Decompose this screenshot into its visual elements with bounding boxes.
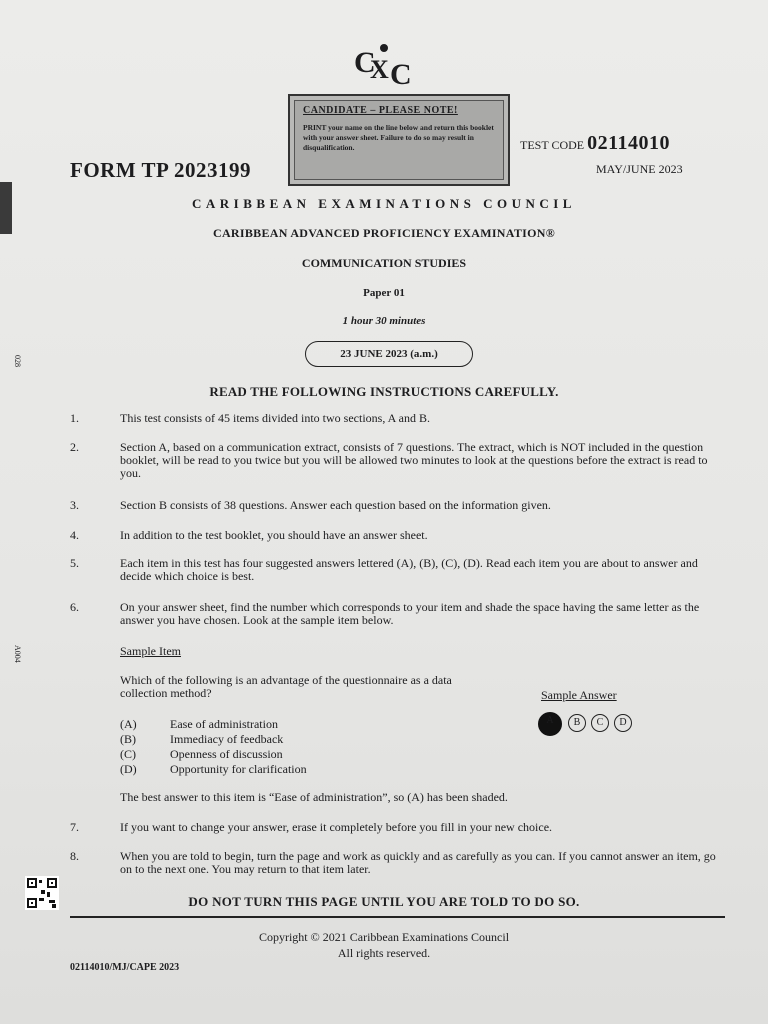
do-not-turn-warning: DO NOT TURN THIS PAGE UNTIL YOU ARE TOLD TO DO SO. [188,894,580,909]
sample-option [120,762,307,777]
bubble-b: B [568,714,586,732]
footer-test-code: 02114010/MJ/CAPE 2023 [70,962,180,973]
instruction-number: 2. [70,440,79,454]
svg-text:C: C [390,58,412,88]
copyright-block [0,929,768,961]
sample-answer-bubbles [538,712,644,738]
option-text: Immediacy of feedback [170,732,284,746]
instruction-text: Each item in this test has four suggested answers lettered (A), (B), (C), (D). Read each item you are about to answer and decide which choice is best. [120,556,698,583]
side-code-a004: A004 [13,645,22,663]
candidate-notice-text: PRINT your name on the line below and return this booklet with your answer sheet. Failure to do so may result in disqualification. [303,123,494,152]
option-text: Openness of discussion [170,747,283,761]
option-letter: (C) [120,747,136,761]
test-code-value: 02114010 [587,132,671,154]
instruction-number: 5. [70,556,79,570]
option-text: Opportunity for clarification [170,762,307,776]
sample-question: Which of the following is an advantage of the questionnaire as a data collection method? [120,673,452,700]
option-text: Ease of administration [170,717,278,731]
cxc-logo [350,40,420,88]
instructions-heading: READ THE FOLLOWING INSTRUCTIONS CAREFULLY. [209,384,559,399]
instruction-text: Section A, based on a communication extract, consists of 7 questions. The extract, which is NOT included in the question booklet, will be read to you twice but you will be allowed two minutes to look at the questions before the extract is read to you. [120,440,708,480]
option-letter: (A) [120,717,137,731]
council-name: CARIBBEAN EXAMINATIONS COUNCIL [192,196,576,211]
svg-text:C: C [354,46,376,79]
bubble-c: C [591,714,609,732]
candidate-notice-title: CANDIDATE – PLEASE NOTE! [303,105,458,116]
instruction-text: In addition to the test booklet, you should have an answer sheet. [120,528,428,542]
instruction-text: On your answer sheet, find the number which corresponds to your item and shade the space having the same letter as the answer you have chosen. Look at the sample item below. [120,600,700,627]
instruction-text: This test consists of 45 items divided into two sections, A and B. [120,411,430,425]
exam-name: CARIBBEAN ADVANCED PROFICIENCY EXAMINATION® [212,226,555,240]
instruction-number: 4. [70,528,79,542]
sample-item-title: Sample Item [120,644,181,658]
test-code-label: TEST CODE [520,138,585,152]
side-code-028: 028 [13,355,22,367]
sample-option [120,747,283,762]
instruction-number: 3. [70,498,79,512]
sample-option [120,732,283,747]
svg-text:X: X [370,55,389,84]
paper-number: Paper 01 [363,287,405,299]
best-answer-note: The best answer to this item is “Ease of administration”, so (A) has been shaded. [120,790,508,804]
candidate-notice-box [288,94,510,186]
copyright-text: Copyright © 2021 Caribbean Examinations Council [258,930,510,944]
exam-session: MAY/JUNE 2023 [596,162,683,176]
test-code [520,132,670,155]
divider-rule [70,916,725,918]
sample-option [120,717,278,732]
instruction-number: 7. [70,820,79,834]
instruction-number: 1. [70,411,79,425]
bubble-a-shaded: A [538,712,562,736]
option-letter: (D) [120,762,137,776]
sample-answer-label: Sample Answer [541,688,617,702]
rights-text: All rights reserved. [337,946,431,960]
form-number: FORM TP 2023199 [70,158,251,182]
option-letter: (B) [120,732,136,746]
instruction-text: If you want to change your answer, erase it completely before you fill in your new choice. [120,820,553,834]
exam-duration: 1 hour 30 minutes [342,315,426,327]
instruction-number: 8. [70,849,79,863]
subject-name: COMMUNICATION STUDIES [301,256,467,270]
exam-date: 23 JUNE 2023 (a.m.) [305,341,473,367]
instruction-number: 6. [70,600,79,614]
instruction-text: Section B consists of 38 questions. Answer each question based on the information given. [120,498,551,512]
bubble-d: D [614,714,632,732]
instruction-text: When you are told to begin, turn the page and work as quickly and as carefully as you can. If you cannot answer an item, go on to the next one. You may return to that item later. [120,849,716,876]
